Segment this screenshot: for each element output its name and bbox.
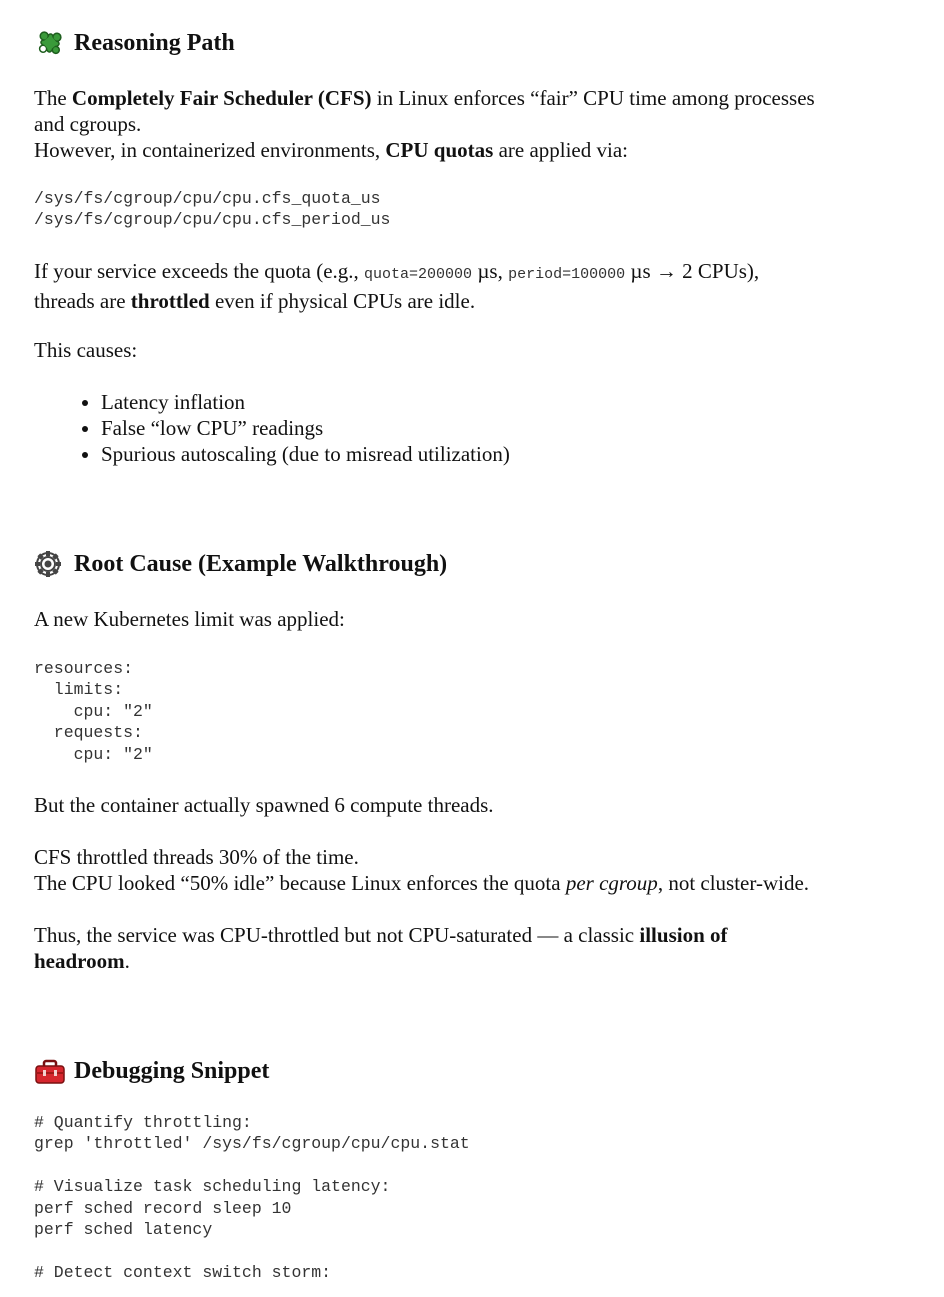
paragraph-line: threads are throttled even if physical CPUs are idle. <box>34 289 476 313</box>
paragraph-kubernetes-limit: A new Kubernetes limit was applied: <box>34 607 345 631</box>
toolbox-icon <box>34 1056 66 1086</box>
paragraph-line: headroom. <box>34 949 130 973</box>
paragraph-line: The Completely Fair Scheduler (CFS) in Linux enforces “fair” CPU time among processes <box>34 86 815 110</box>
bold-term: headroom <box>34 949 125 973</box>
paragraph-illusion-of-headroom <box>34 922 914 974</box>
bullet-list-effects <box>66 389 510 467</box>
section-title: Debugging Snippet <box>74 1058 270 1084</box>
bold-term: throttled <box>130 289 210 313</box>
code-block-cgroup-paths: /sys/fs/cgroup/cpu/cpu.cfs_quota_us /sys/fs/cgroup/cpu/cpu.cfs_period_us <box>34 189 391 230</box>
section-heading-root-cause <box>34 549 447 579</box>
paragraph-line: However, in containerized environments, CPU quotas are applied via: <box>34 138 628 162</box>
paragraph-line: If your service exceeds the quota (e.g., quota=200000 µs, period=100000 µs → 2 CPUs), <box>34 259 760 283</box>
paragraph-line: The CPU looked “50% idle” because Linux enforces the quota per cgroup, not cluster-wide. <box>34 871 810 895</box>
paragraph-spawned-threads: But the container actually spawned 6 compute threads. <box>34 793 494 817</box>
bold-term: CPU quotas <box>385 138 494 162</box>
inline-code: period=100000 <box>508 266 626 283</box>
bold-term: illusion of <box>639 923 728 947</box>
gear-icon <box>34 549 66 579</box>
list-item: • Spurious autoscaling (due to misread utilization) <box>101 441 510 467</box>
paragraph-line: Thus, the service was CPU-throttled but not CPU-saturated — a classic illusion of <box>34 923 728 947</box>
italic-term: per cgroup <box>565 871 658 895</box>
section-title: Reasoning Path <box>74 30 235 56</box>
inline-code: quota=200000 <box>364 266 473 283</box>
paragraph-quota-example <box>34 258 914 314</box>
paragraph-this-causes: This causes: <box>34 338 138 362</box>
puzzle-piece-icon <box>34 28 66 58</box>
paragraph-line: and cgroups. <box>34 112 142 136</box>
list-item: • False “low CPU” readings <box>101 415 510 441</box>
code-block-resources-yaml: resources: limits: cpu: "2" requests: cpu: "2" <box>34 659 153 764</box>
section-heading-debugging-snippet <box>34 1056 269 1086</box>
bold-term: Completely Fair Scheduler (CFS) <box>71 86 372 110</box>
section-heading-reasoning-path <box>34 28 235 58</box>
paragraph-cfs-throttled <box>34 844 914 896</box>
section-title: Root Cause (Example Walkthrough) <box>74 551 448 577</box>
paragraph-cfs-intro <box>34 85 914 163</box>
list-item: • Latency inflation <box>101 389 510 415</box>
paragraph-line: CFS throttled threads 30% of the time. <box>34 845 359 869</box>
code-block-debugging-commands: # Quantify throttling: grep 'throttled' /sys/fs/cgroup/cpu/cpu.stat # Visualize task scheduling latency: perf sched record sleep 10 perf sched latency # Detect context switch storm: <box>34 1113 470 1282</box>
